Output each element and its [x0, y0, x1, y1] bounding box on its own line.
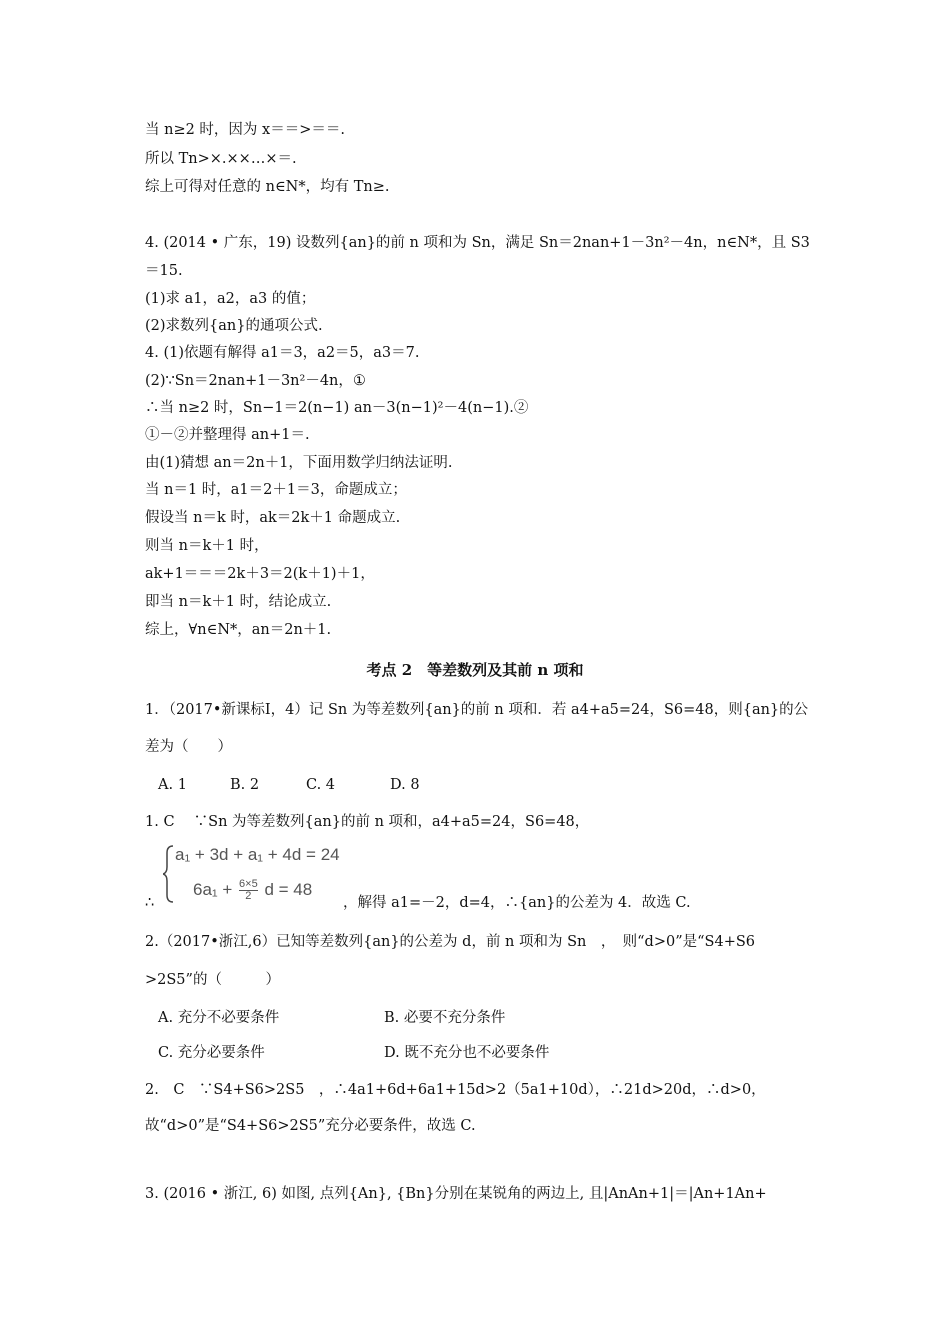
equation-2: [193, 879, 312, 903]
text-line: 当 n≥2 时，因为 x＝＝>＝＝.: [145, 122, 345, 138]
text-line: ①－②并整理得 an+1＝.: [145, 427, 310, 443]
question-1-options: [158, 775, 558, 795]
fraction-denominator: 2: [245, 890, 252, 902]
answer-1-conclusion: ，解得 a1=－2，d=4，∴{an}的公差为 4．故选 C.: [343, 895, 691, 911]
text-line: >2S5”的（ ）: [145, 972, 280, 988]
answer-1: 1. C ∵Sn 为等差数列{an}的前 n 项和，a4+a5=24，S6=48，: [145, 814, 590, 830]
option-b: B. 必要不充分条件: [384, 1010, 506, 1026]
text-line: 差为（ ）: [145, 739, 232, 755]
question-2-options-row2: [158, 1043, 638, 1063]
section-title: 考点 2 等差数列及其前 n 项和: [366, 661, 584, 679]
fraction: [239, 879, 258, 902]
answer-2: 2. C ∵S4+S6>2S5 ，∴4a1+6d+6a1+15d>2（5a1+10d），∴21d>20d，∴d>0，: [145, 1082, 766, 1098]
text-line: ＝15.: [145, 263, 183, 279]
question-4-stem: 4. (2014 • 广东，19) 设数列{an}的前 n 项和为 Sn，满足 Sn＝2nan+1－3n²－4n，n∈N*，且 S3: [145, 235, 810, 251]
text-line: 所以 Tn>×.××…×＝.: [145, 151, 297, 167]
equation-2-part-b: d = 48: [264, 879, 313, 899]
question-3-stem: 3. (2016 • 浙江, 6) 如图, 点列{An}, {Bn}分别在某锐角的两边上, 且|AnAn+1|＝|An+1An+: [145, 1186, 767, 1202]
equation-1: a₁ + 3d + a₁ + 4d = 24: [175, 845, 340, 864]
option-d: D. 既不充分也不必要条件: [384, 1045, 550, 1061]
fraction-numerator: 6×5: [239, 878, 258, 890]
question-2-stem: 2.（2017•浙江,6）已知等差数列{an}的公差为 d，前 n 项和为 Sn ， 则“d>0”是“S4+S6: [145, 934, 755, 950]
option-a: A. 充分不必要条件: [158, 1010, 280, 1026]
text-line: 故“d>0”是“S4+S6>2S5”充分必要条件，故选 C.: [145, 1118, 476, 1134]
option-c: C. 充分必要条件: [158, 1045, 265, 1061]
text-line: 假设当 n＝k 时，ak＝2k＋1 命题成立.: [145, 510, 401, 526]
option-c: C. 4: [306, 777, 336, 793]
equation-2-part-a: 6a₁ +: [193, 879, 233, 899]
option-d: D. 8: [390, 777, 420, 793]
text-line: 则当 n＝k＋1 时，: [145, 538, 269, 554]
therefore-symbol: ∴: [145, 895, 155, 911]
text-line: ak+1＝＝＝2k＋3＝2(k＋1)＋1，: [145, 566, 375, 582]
text-line: ∴当 n≥2 时，Sn−1＝2(n−1) an－3(n−1)²－4(n−1).②: [145, 400, 529, 416]
question-1-stem: 1．（2017•新课标Ⅰ，4）记 Sn 为等差数列{an}的前 n 项和．若 a4+a5=24，S6=48，则{an}的公: [145, 702, 809, 718]
answer-4: 4. (1)依题有解得 a1＝3，a2＝5，a3＝7.: [145, 345, 420, 361]
text-line: (2)求数列{an}的通项公式.: [145, 318, 323, 334]
text-line: 当 n＝1 时，a1＝2＋1＝3，命题成立；: [145, 482, 407, 498]
option-b: B. 2: [230, 777, 260, 793]
question-2-options-row1: [158, 1008, 638, 1028]
text-line: 综上可得对任意的 n∈N*，均有 Tn≥.: [145, 179, 390, 195]
text-line: (1)求 a1，a2，a3 的值；: [145, 291, 316, 307]
text-line: 即当 n＝k＋1 时，结论成立.: [145, 594, 332, 610]
text-line: 由(1)猜想 an＝2n＋1，下面用数学归纳法证明.: [145, 455, 453, 471]
equation-system: [163, 843, 343, 905]
text-line: (2)∵Sn＝2nan+1－3n²－4n，①: [145, 373, 366, 389]
option-a: A. 1: [158, 777, 187, 793]
text-line: 综上，∀n∈N*，an＝2n＋1.: [145, 622, 332, 638]
